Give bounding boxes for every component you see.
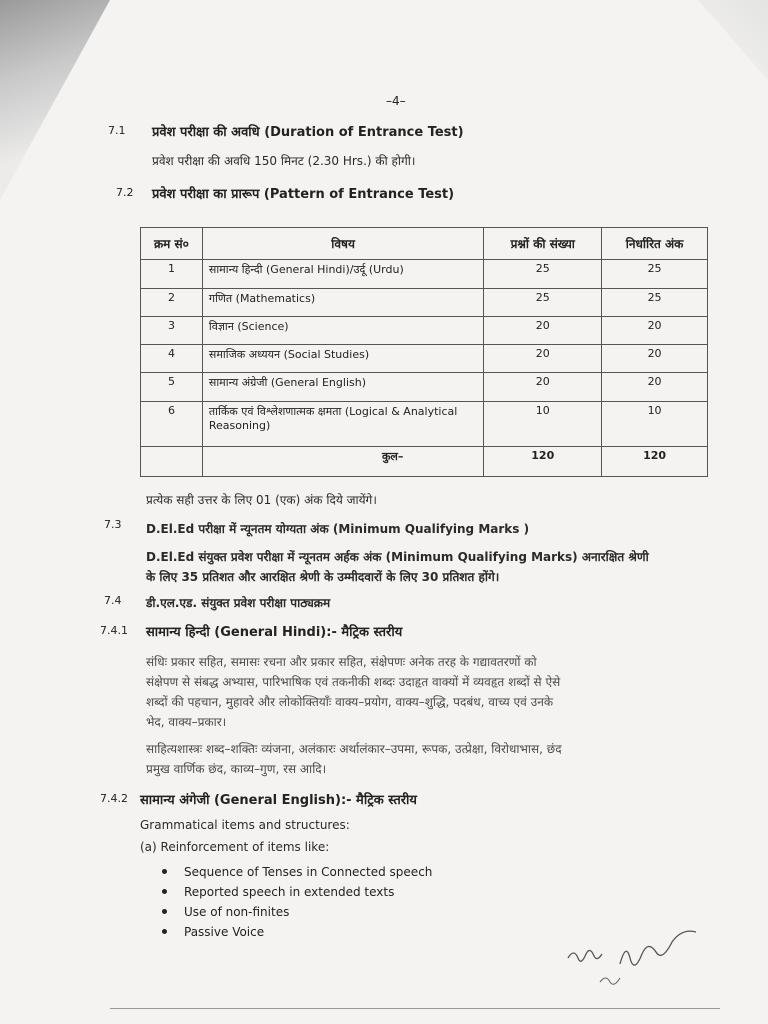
footer-rule xyxy=(110,1008,720,1009)
section-body-7-3-line1: D.El.Ed संयुक्त प्रवेश परीक्षा में न्यूनतम अर्हक अंक (Minimum Qualifying Marks) अनारक्षित श्रेणी xyxy=(146,550,649,564)
page-fold-shadow xyxy=(0,0,110,200)
table-row xyxy=(141,260,708,288)
hindi-para1-line4: भेद, वाक्य–प्रकार। xyxy=(146,715,227,729)
table-row xyxy=(141,288,708,316)
list-item xyxy=(162,922,432,942)
section-number-7-4-1: 7.4.1 xyxy=(100,624,128,637)
section-title-7-3: D.El.Ed परीक्षा में न्यूनतम योग्यता अंक (Minimum Qualifying Marks ) xyxy=(146,522,530,536)
bullet-icon xyxy=(162,929,167,934)
page-number: –4– xyxy=(386,94,406,108)
table-row xyxy=(141,316,708,344)
cell-empty xyxy=(141,446,203,476)
table-total-row xyxy=(141,446,708,476)
bullet-icon xyxy=(162,889,167,894)
english-intro: Grammatical items and structures: xyxy=(140,818,350,832)
section-title-7-4-2: सामान्य अंगेजी (General English):- मैट्रिक स्तरीय xyxy=(140,793,417,808)
cell-questions: 20 xyxy=(484,345,602,373)
marks-note: प्रत्येक सही उत्तर के लिए 01 (एक) अंक दिये जायेंगे। xyxy=(146,493,377,507)
list-item xyxy=(162,862,432,882)
cell-marks: 25 xyxy=(602,260,708,288)
cell-serial: 2 xyxy=(141,288,203,316)
bullet-icon xyxy=(162,909,167,914)
english-sub-a: (a) Reinforcement of items like: xyxy=(140,840,330,854)
page-corner-curl xyxy=(698,0,768,80)
hindi-para1-line3: शब्दों की पहचान, मुहावरे और लोकोक्तियाँः वाक्य–प्रयोग, वाक्य–शुद्धि, पदबंध, वाच्य एवं उनके xyxy=(146,695,554,709)
section-number-7-4: 7.4 xyxy=(104,594,122,607)
cell-serial: 1 xyxy=(141,260,203,288)
hindi-para2-line1: साहित्यशास्त्रः शब्द–शक्तिः व्यंजना, अलंकारः अर्थालंकार–उपमा, रूपक, उत्प्रेक्षा, विरोधाभास, छंद xyxy=(146,742,562,756)
list-item-text: Use of non-finites xyxy=(184,905,290,919)
section-title-7-4-1: सामान्य हिन्दी (General Hindi):- मैट्रिक स्तरीय xyxy=(146,625,403,640)
english-items-list xyxy=(162,862,432,942)
entrance-test-pattern-table xyxy=(140,227,708,477)
table-header-row xyxy=(141,228,708,260)
cell-subject: सामान्य हिन्दी (General Hindi)/उर्दू (Urdu) xyxy=(202,260,483,288)
cell-questions: 20 xyxy=(484,373,602,401)
bullet-icon xyxy=(162,869,167,874)
header-questions: प्रश्नों की संख्या xyxy=(484,228,602,260)
list-item-text: Passive Voice xyxy=(184,925,265,939)
cell-subject: समाजिक अध्ययन (Social Studies) xyxy=(202,345,483,373)
cell-serial: 6 xyxy=(141,401,203,446)
section-number-7-3: 7.3 xyxy=(104,518,122,531)
section-number-7-4-2: 7.4.2 xyxy=(100,792,128,805)
cell-subject: गणित (Mathematics) xyxy=(202,288,483,316)
list-item xyxy=(162,882,432,902)
hindi-para1-line2: संक्षेपण से संबद्ध अभ्यास, पारिभाषिक एवं तकनीकी शब्दः उदाहृत वाक्यों में व्यवहृत शब्दों से ऐसे xyxy=(146,675,561,689)
cell-questions: 20 xyxy=(484,316,602,344)
cell-marks: 20 xyxy=(602,316,708,344)
section-title-7-1: प्रवेश परीक्षा की अवधि (Duration of Entrance Test) xyxy=(152,125,464,140)
hindi-para1-line1: संधिः प्रकार सहित, समासः रचना और प्रकार सहित, संक्षेपणः अनेक तरह के गद्यावतरणों को xyxy=(146,655,537,669)
list-item xyxy=(162,902,432,922)
section-title-7-4: डी.एल.एड. संयुक्त प्रवेश परीक्षा पाठ्यक्रम xyxy=(146,596,331,610)
section-body-7-1: प्रवेश परीक्षा की अवधि 150 मिनट (2.30 Hrs.) की होगी। xyxy=(152,154,416,168)
cell-serial: 5 xyxy=(141,373,203,401)
cell-subject: सामान्य अंग्रेजी (General English) xyxy=(202,373,483,401)
cell-subject: तार्किक एवं विश्लेशणात्मक क्षमता (Logical & Analytical Reasoning) xyxy=(202,401,483,446)
total-marks: 120 xyxy=(602,446,708,476)
handwritten-signature xyxy=(560,930,710,1000)
hindi-para2-line2: प्रमुख वार्णिक छंद, काव्य–गुण, रस आदि। xyxy=(146,762,327,776)
cell-questions: 25 xyxy=(484,288,602,316)
header-marks: निर्धारित अंक xyxy=(602,228,708,260)
total-questions: 120 xyxy=(484,446,602,476)
table-row xyxy=(141,345,708,373)
cell-questions: 25 xyxy=(484,260,602,288)
cell-subject: विज्ञान (Science) xyxy=(202,316,483,344)
cell-serial: 3 xyxy=(141,316,203,344)
header-subject: विषय xyxy=(202,228,483,260)
cell-marks: 20 xyxy=(602,345,708,373)
cell-marks: 10 xyxy=(602,401,708,446)
section-body-7-3-line2: के लिए 35 प्रतिशत और आरक्षित श्रेणी के उम्मीदवारों के लिए 30 प्रतिशत होंगे। xyxy=(146,570,500,584)
section-number-7-2: 7.2 xyxy=(116,186,134,199)
cell-marks: 20 xyxy=(602,373,708,401)
header-serial: क्रम सं० xyxy=(141,228,203,260)
total-label: कुल– xyxy=(202,446,483,476)
section-number-7-1: 7.1 xyxy=(108,124,126,137)
cell-questions: 10 xyxy=(484,401,602,446)
table-row xyxy=(141,401,708,446)
table-row xyxy=(141,373,708,401)
list-item-text: Sequence of Tenses in Connected speech xyxy=(184,865,433,879)
cell-serial: 4 xyxy=(141,345,203,373)
cell-marks: 25 xyxy=(602,288,708,316)
section-title-7-2: प्रवेश परीक्षा का प्रारूप (Pattern of Entrance Test) xyxy=(152,187,455,202)
list-item-text: Reported speech in extended texts xyxy=(184,885,395,899)
